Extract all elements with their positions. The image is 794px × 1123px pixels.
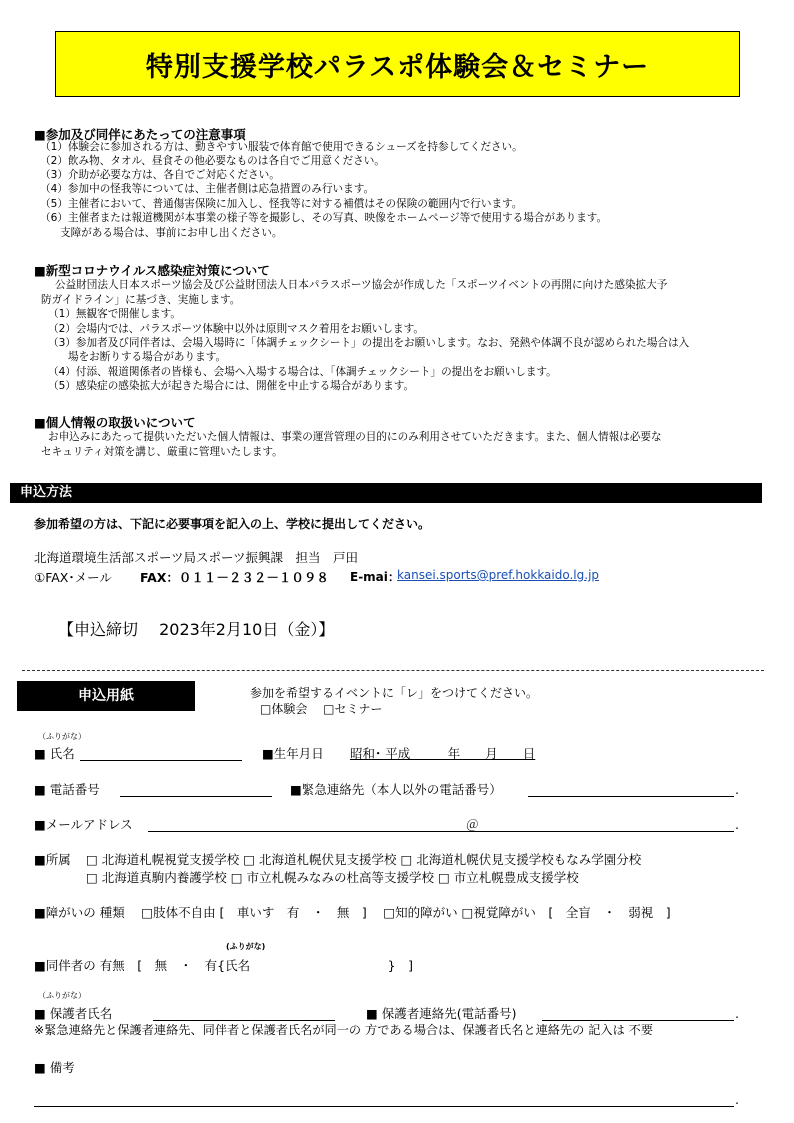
emergency-field[interactable] [528,796,734,797]
form-note: ※緊急連絡先と保護者連絡先、同伴者と保護者氏名が同一の 方である場合は、保護者氏名と連絡先の 記入は 不要 [34,1023,654,1037]
period: . [735,1092,739,1107]
covid-line: 防ガイドライン」に基づき、実施します。 [41,294,241,306]
privacy-line: セキュリティ対策を講じ、厳重に管理いたします。 [41,446,283,458]
period: . [735,817,739,832]
notes-line: （5）主催者において、普通傷害保険に加入し、怪我等に対する補償はその保険の範囲内で行います。 [40,198,523,210]
companion-furigana: (ふりがな) [226,942,266,951]
companion-row[interactable]: ■同伴者の 有無 [ 無 ・ 有{氏名 } ] [34,958,413,973]
notes-line: （1）体験会に参加される方は、動きやすい服装で体育館で使用できるシューズを持参してください。 [40,141,523,153]
contact-email-link[interactable]: kansei.sports@pref.hokkaido.lg.jp [397,568,600,582]
notes-line: 支障がある場合は、事前にお申し出ください。 [60,227,283,239]
fax-number: FAX：０１１－２３２－１０９８ [140,570,329,585]
notes-heading: ■参加及び同伴にあたっての注意事項 [34,127,246,142]
email-field-label: ■メールアドレス [34,817,133,832]
deadline: 【申込締切 2023年2月10日（金）】 [58,620,335,639]
covid-line: （5）感染症の感染拡大が起きた場合には、開催を中止する場合があります。 [48,380,415,392]
notes-line: （6）主催者または報道機関が本事業の様子等を撮影し、その写真、映像をホームページ等で使用する場合があります。 [40,212,608,224]
email-field[interactable] [148,831,734,832]
period: . [735,782,739,797]
phone-field[interactable] [120,796,272,797]
privacy-line: お申込みにあたって提供いただいた個人情報は、事業の運営管理の目的にのみ利用させていただきます。また、個人情報は必要な [48,431,662,443]
phone-label: ■ 電話番号 [34,782,100,797]
covid-heading: ■新型コロナウイルス感染症対策について [34,263,270,278]
school-options-row1[interactable]: □ 北海道札幌視覚支援学校 □ 北海道札幌伏見支援学校 □ 北海道札幌伏見支援学校もなみ学園分校 [86,852,642,867]
remarks-field[interactable] [34,1106,734,1107]
event-options[interactable]: □体験会 □セミナー [260,702,383,716]
at-sign: ＠ [466,817,479,832]
dob-field[interactable]: 昭和･ 平成 年 月 日 [350,746,536,761]
event-prompt: 参加を希望するイベントに「レ」をつけてください。 [250,686,539,700]
covid-line: 場をお断りする場合があります。 [68,351,227,363]
guardian-phone-label: ■ 保護者連絡先(電話番号) [366,1006,517,1021]
covid-line: （3）参加者及び同伴者は、会場入場時に「体調チェックシート」の提出をお願いします。なお、発熱や体調不良が認められた場合は入 [48,337,690,349]
covid-line: （4）付添、報道関係者の皆様も、会場へ入場する場合は、「体調チェックシート」の提出をお願いします。 [48,366,557,378]
contact-line: 北海道環境生活部スポーツ局スポーツ振興課 担当 戸田 [34,550,359,565]
apply-method-bar: 申込方法 [10,483,762,503]
dob-label: ■生年月日 [262,746,324,761]
notes-line: （3）介助が必要な方は、各自でご対応ください。 [40,169,280,181]
apply-instruction: 参加希望の方は、下記に必要事項を記入の上、学校に提出してください。 [34,517,431,531]
name-field[interactable] [80,760,242,761]
period: . [735,1006,739,1021]
name-label: ■ 氏名 [34,746,75,761]
covid-line: （1）無観客で開催します。 [48,308,182,320]
notes-line: （2）飲み物、タオル、昼食その他必要なものは各自でご用意ください。 [40,155,385,167]
disability-row[interactable]: ■障がいの 種類 □肢体不自由 [ 車いす 有 ・ 無 ] □知的障がい □視覚障がい [ 全盲 ・ 弱視 ] [34,905,671,920]
page-title: 特別支援学校パラスポ体験会＆セミナー [55,31,740,97]
privacy-heading: ■個人情報の取扱いについて [34,415,196,430]
covid-line: 公益財団法人日本スポーツ協会及び公益財団法人日本パラスポーツ協会が作成した「スポーツイベントの再開に向けた感染拡大予 [55,279,668,291]
emergency-label: ■緊急連絡先（本人以外の電話番号） [290,782,502,797]
notes-line: （4）参加中の怪我等については、主催者側は応急措置のみ行います。 [40,183,375,195]
form-bar: 申込用紙 [17,681,195,711]
remarks-label: ■ 備考 [34,1060,75,1075]
fax-label: ①FAX･メール [34,570,112,585]
guardian-furigana: （ふりがな） [38,991,86,1000]
school-label: ■所属 [34,852,71,867]
guardian-label: ■ 保護者氏名 [34,1006,113,1021]
school-options-row2[interactable]: □ 北海道真駒内養護学校 □ 市立札幌みなみの杜高等支援学校 □ 市立札幌豊成支援学校 [86,870,579,885]
name-furigana: （ふりがな） [38,732,86,741]
email-label: E-mai： [350,570,400,584]
cut-line [22,670,764,671]
covid-line: （2）会場内では、パラスポーツ体験中以外は原則マスク着用をお願いします。 [48,323,424,335]
